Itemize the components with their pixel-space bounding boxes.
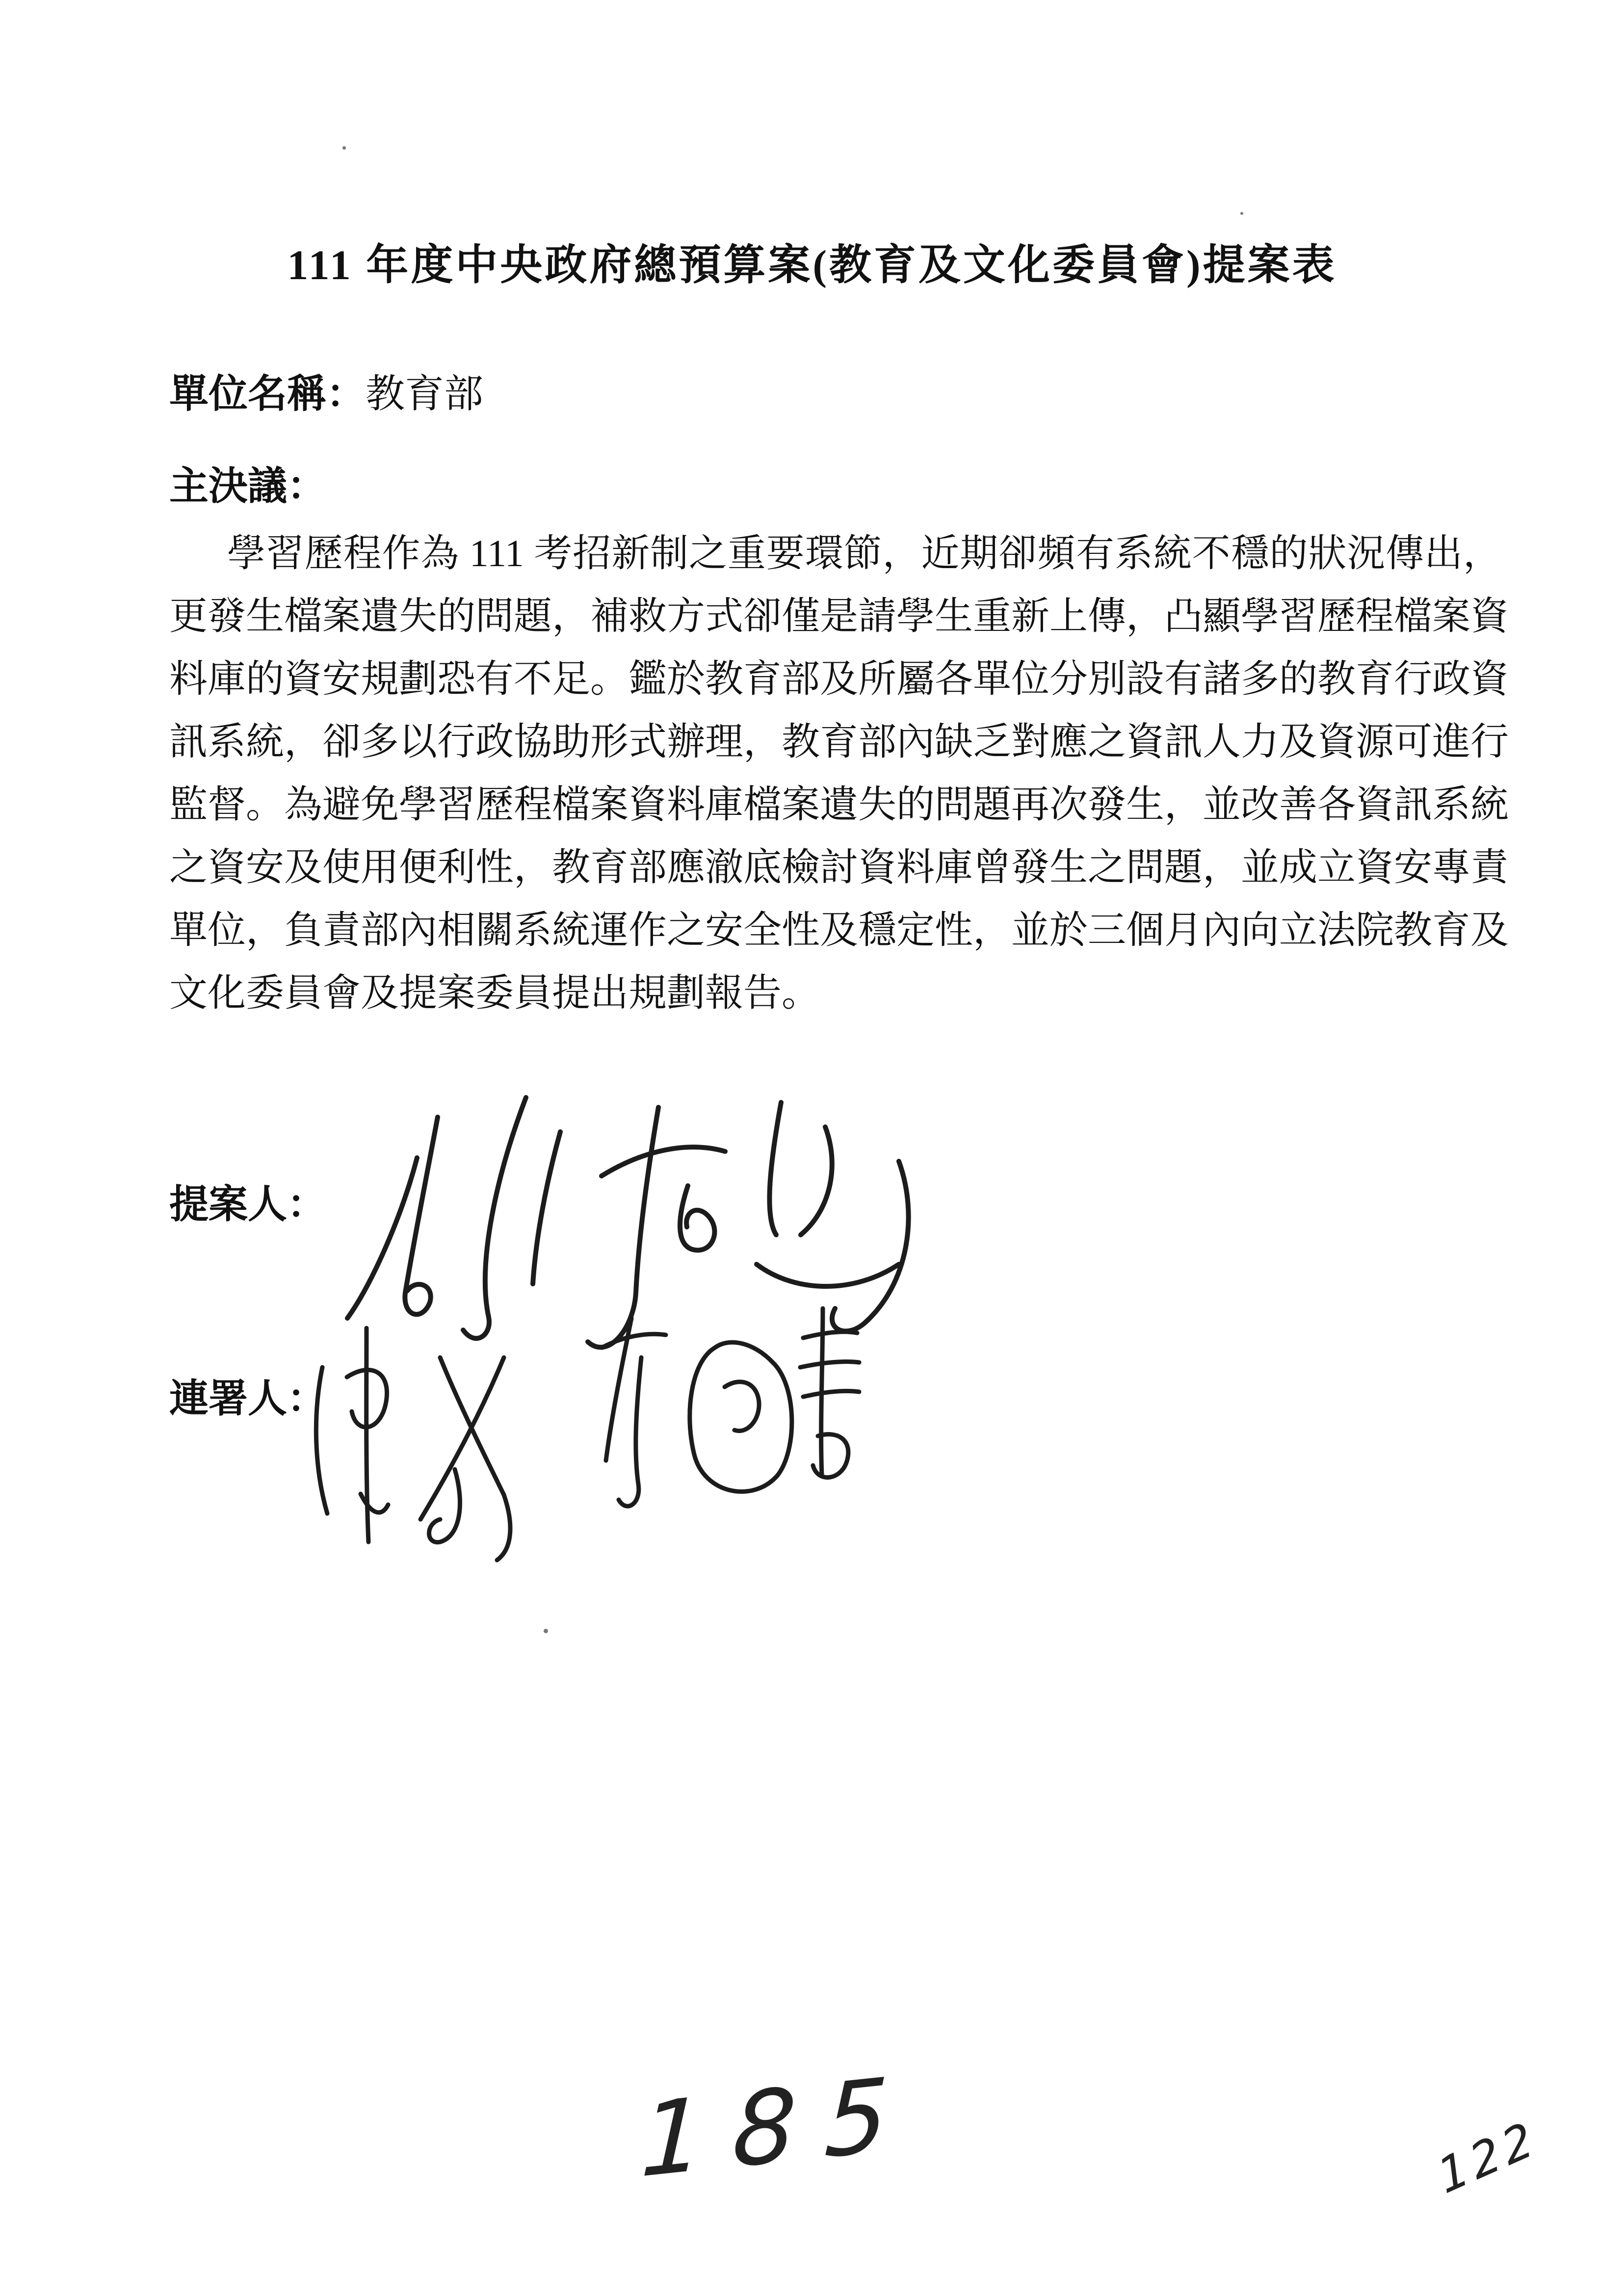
document-title: 111 年度中央政府總預算案(教育及文化委員會)提案表 bbox=[287, 241, 1337, 288]
resolution-line: 監督。為避免學習歷程檔案資料庫檔案遺失的問題再次發生，並改善各資訊系統 bbox=[169, 783, 1509, 826]
handwritten-corner-number: 122 bbox=[1431, 2110, 1544, 2205]
resolution-line: 單位，負責部內相關系統運作之安全性及穩定性，並於三個月內向立法院教育及 bbox=[169, 909, 1509, 951]
resolution-line: 文化委員會及提案委員提出規劃報告。 bbox=[169, 971, 820, 1014]
resolution-line: 更發生檔案遺失的問題，補救方式卻僅是請學生重新上傳，凸顯學習歷程檔案資 bbox=[169, 595, 1509, 637]
unit-name-value: 教育部 bbox=[366, 373, 483, 416]
cosigner-label: 連署人： bbox=[169, 1378, 326, 1421]
cosigner-signature-2 bbox=[591, 1288, 868, 1540]
resolution-heading: 主決議： bbox=[169, 465, 326, 508]
scan-speck bbox=[544, 1629, 548, 1633]
scan-speck bbox=[342, 146, 346, 150]
cosigner-signature-1 bbox=[292, 1307, 562, 1565]
handwritten-page-number: 185 bbox=[638, 2053, 919, 2201]
resolution-line: 學習歷程作為 111 考招新制之重要環節，近期卻頻有系統不穩的狀況傳出， bbox=[227, 532, 1501, 574]
proposer-label: 提案人： bbox=[169, 1183, 326, 1226]
resolution-line: 之資安及使用便利性，教育部應澈底檢討資料庫曾發生之問題，並成立資安專責 bbox=[169, 846, 1509, 888]
resolution-line: 料庫的資安規劃恐有不足。鑑於教育部及所屬各單位分別設有諸多的教育行政資 bbox=[169, 657, 1509, 700]
scan-speck bbox=[1240, 212, 1243, 215]
resolution-paragraph bbox=[169, 522, 1509, 1024]
unit-name-row bbox=[169, 362, 483, 418]
unit-name-label: 單位名稱： bbox=[169, 373, 366, 416]
resolution-line: 訊系統，卻多以行政協助形式辦理，教育部內缺乏對應之資訊人力及資源可進行 bbox=[169, 720, 1509, 763]
